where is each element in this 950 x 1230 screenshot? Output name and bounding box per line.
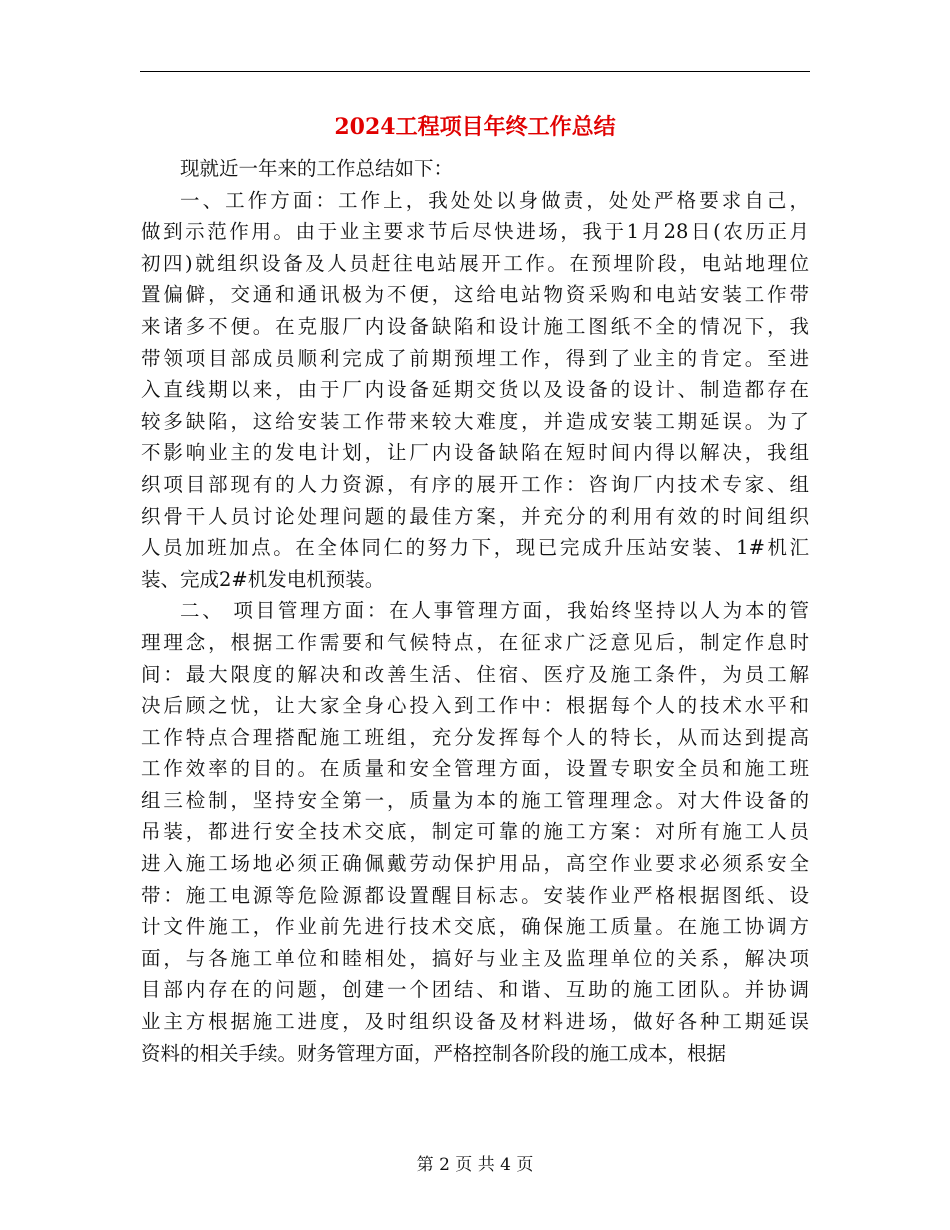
text-line: 进入施工场地必须正确佩戴劳动保护用品，高空作业要求必须系安全: [141, 852, 809, 876]
text-line: 织骨干人员讨论处理问题的最佳方案，并充分的利用有效的时间组织: [141, 504, 809, 528]
text-line: 二、 项目管理方面：在人事管理方面，我始终坚持以人为本的管: [180, 599, 809, 623]
text-line: 一、工作方面：工作上，我处处以身做责，处处严格要求自己，: [180, 188, 809, 212]
document-title: 2024工程项目年终工作总结: [334, 114, 616, 140]
text-line: 业主方根据施工进度，及时组织设备及材料进场，做好各种工期延误: [141, 1010, 809, 1034]
text-line: 初四)就组织设备及人员赶往电站展开工作。在预埋阶段，电站地理位: [141, 251, 809, 275]
text-line: 吊装，都进行安全技术交底，制定可靠的施工方案：对所有施工人员: [141, 820, 809, 844]
text-line: 带领项目部成员顺利完成了前期预埋工作，得到了业主的肯定。至进: [141, 346, 809, 370]
text-line: 装、完成2#机发电机预装。: [141, 567, 385, 591]
paragraph: [141, 185, 809, 596]
text-line: 理理念，根据工作需要和气候特点，在征求广泛意见后，制定作息时: [141, 630, 809, 654]
text-line: 间：最大限度的解决和改善生活、住宿、医疗及施工条件，为员工解: [141, 662, 809, 686]
page-footer: 第 2 页 共 4 页: [416, 1155, 534, 1175]
text-line: 目部内存在的问题，创建一个团结、和谐、互助的施工团队。并协调: [141, 978, 809, 1002]
text-line: 置偏僻，交通和通讯极为不便，这给电站物资采购和电站安装工作带: [141, 283, 809, 307]
text-line: 面，与各施工单位和睦相处，搞好与业主及监理单位的关系，解决项: [141, 946, 809, 970]
text-line: 织项目部现有的人力资源，有序的展开工作：咨询厂内技术专家、组: [141, 472, 809, 496]
document-body: [141, 153, 809, 1069]
text-line: 决后顾之忧，让大家全身心投入到工作中：根据每个人的技术水平和: [141, 694, 809, 718]
header-rule: [140, 71, 810, 72]
text-line: 工作特点合理搭配施工班组，充分发挥每个人的特长，从而达到提高: [141, 725, 809, 749]
paragraph: [141, 595, 809, 1069]
text-line: 带：施工电源等危险源都设置醒目标志。安装作业严格根据图纸、设: [141, 883, 809, 907]
text-line: 人员加班加点。在全体同仁的努力下，现已完成升压站安装、1#机汇: [141, 536, 809, 560]
text-line: 较多缺陷，这给安装工作带来较大难度，并造成安装工期延误。为了: [141, 409, 809, 433]
text-line: 资料的相关手续。财务管理方面，严格控制各阶段的施工成本，根据: [141, 1041, 727, 1065]
text-line: 不影响业主的发电计划，让厂内设备缺陷在短时间内得以解决，我组: [141, 441, 809, 465]
paragraph: [141, 153, 809, 185]
text-line: 入直线期以来，由于厂内设备延期交货以及设备的设计、制造都存在: [141, 378, 809, 402]
text-line: 来诸多不便。在克服厂内设备缺陷和设计施工图纸不全的情况下，我: [141, 314, 809, 338]
text-line: 做到示范作用。由于业主要求节后尽快进场，我于1月28日(农历正月: [141, 220, 809, 244]
text-line: 计文件施工，作业前先进行技术交底，确保施工质量。在施工协调方: [141, 915, 809, 939]
text-line: 工作效率的目的。在质量和安全管理方面，设置专职安全员和施工班: [141, 757, 809, 781]
text-line: 组三检制，坚持安全第一，质量为本的施工管理理念。对大件设备的: [141, 788, 809, 812]
text-line: 现就近一年来的工作总结如下：: [180, 157, 454, 180]
